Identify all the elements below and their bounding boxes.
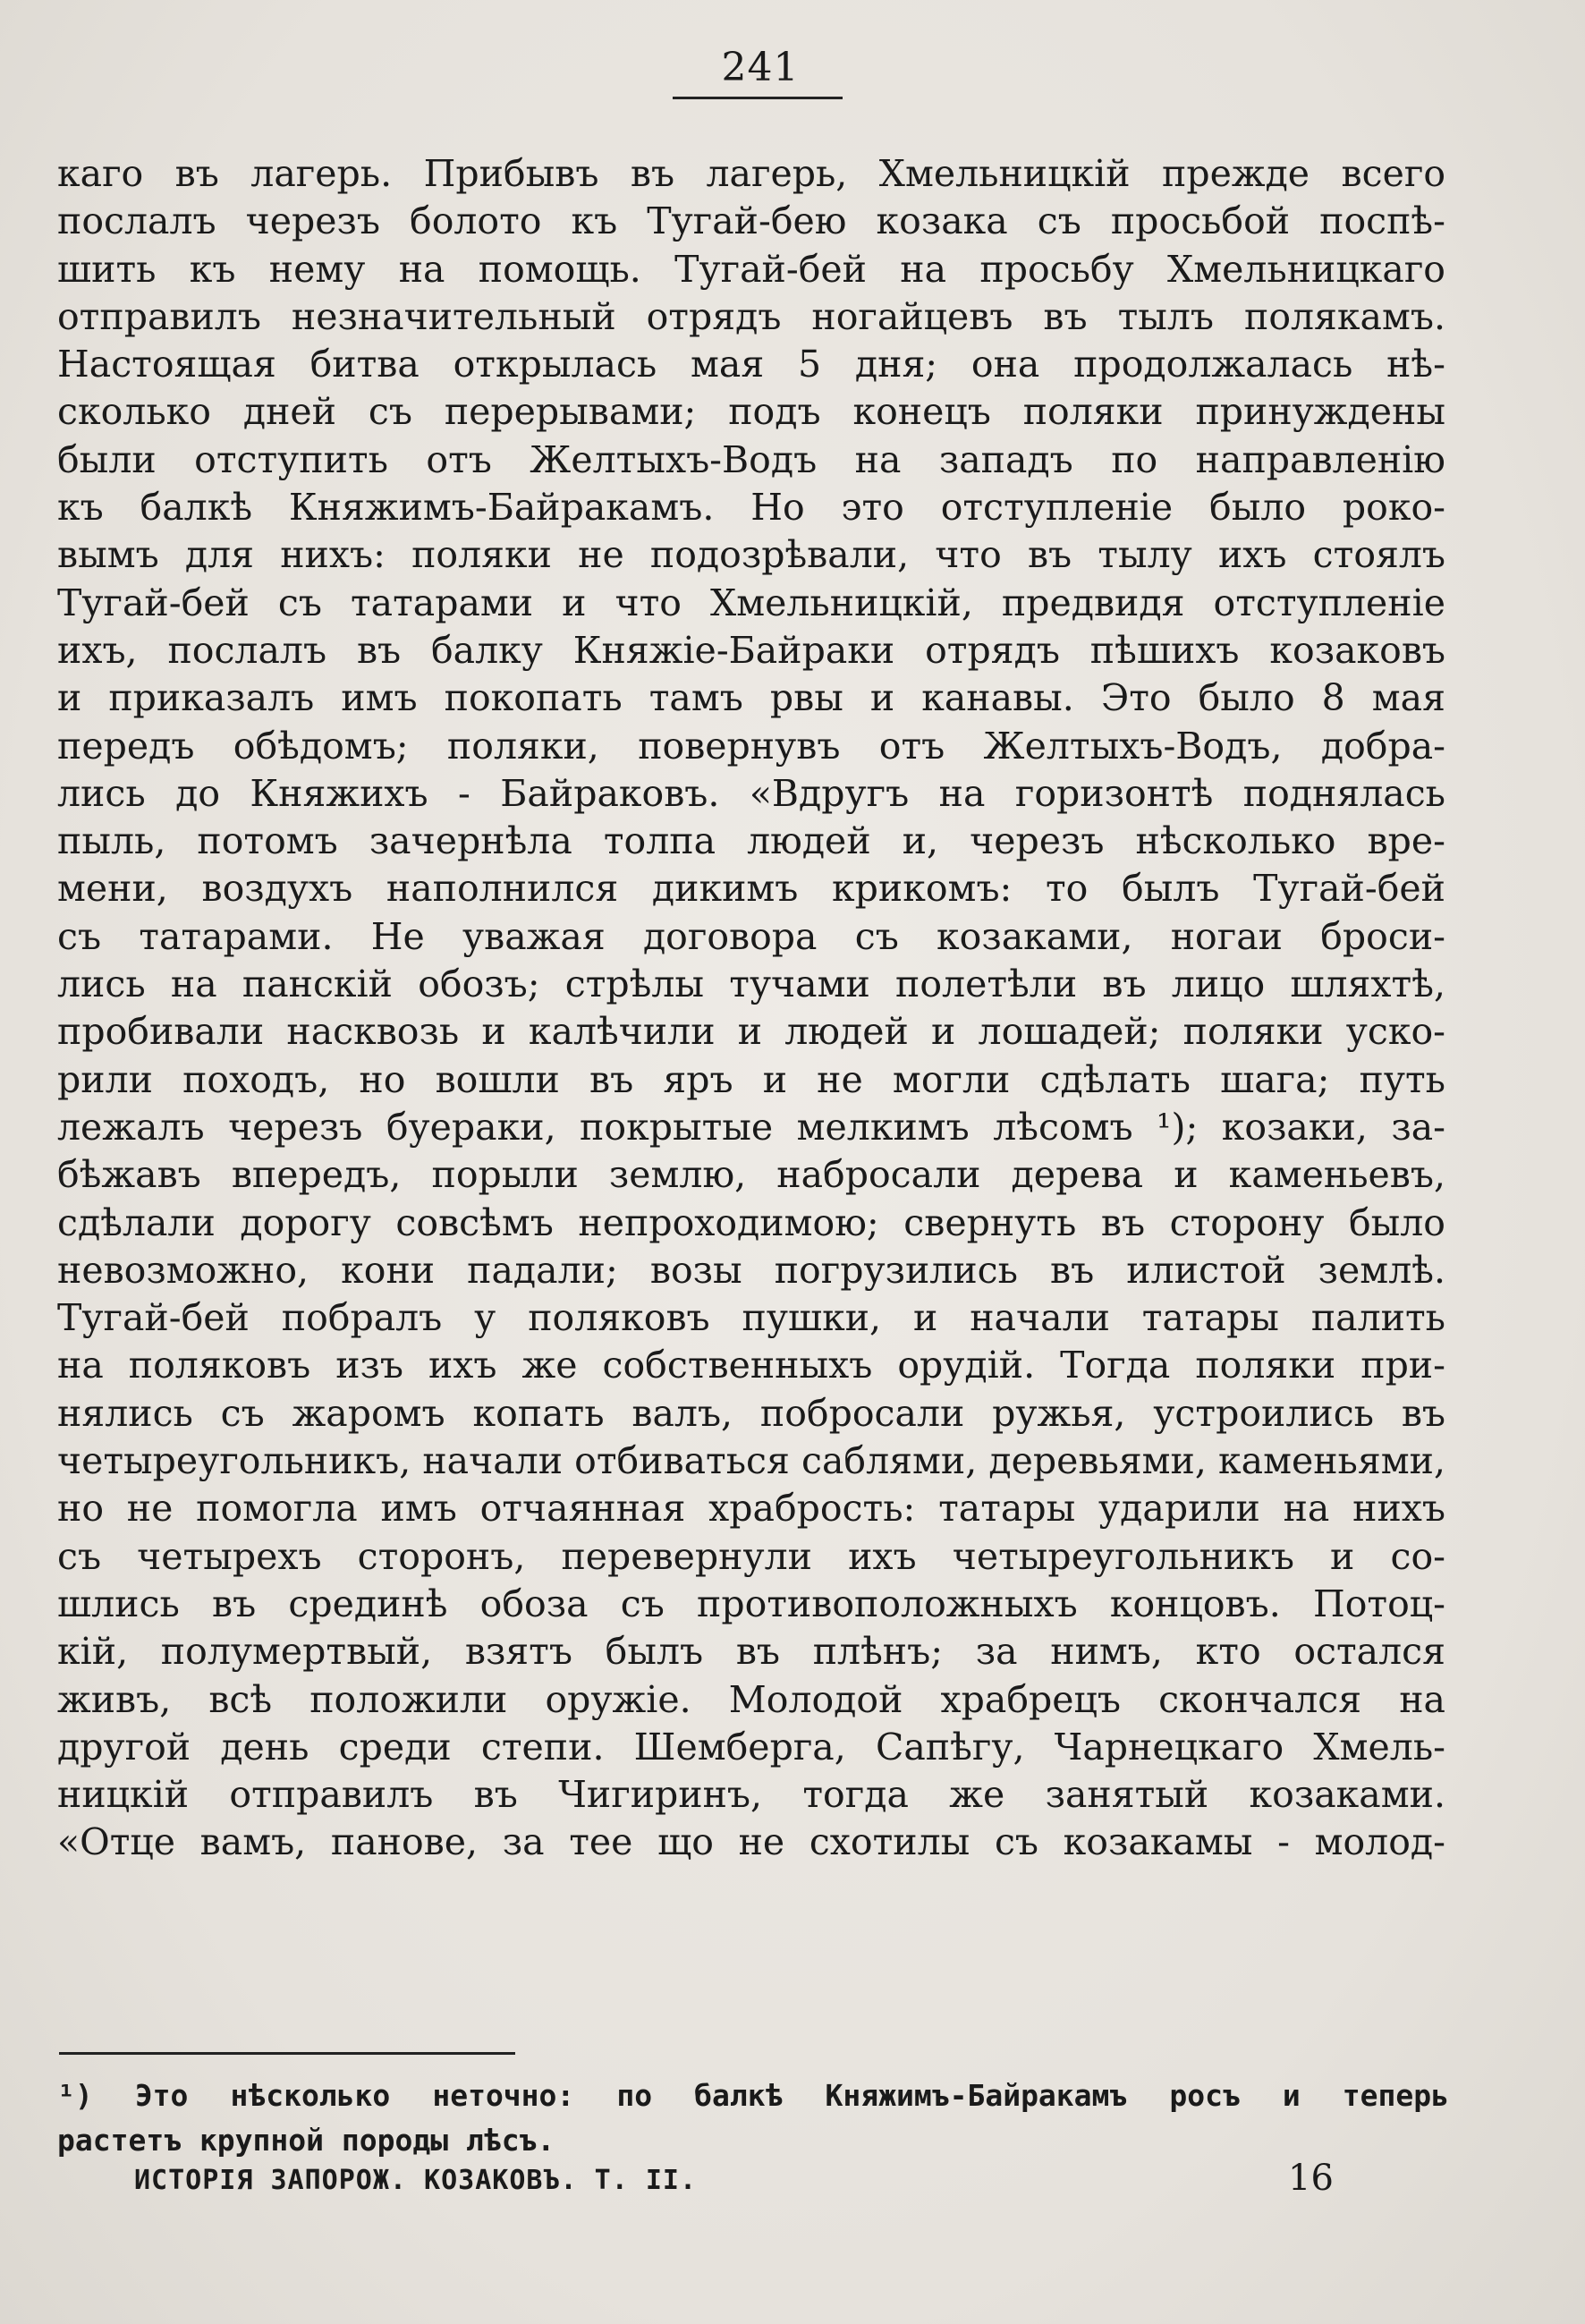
text-line: и приказалъ имъ покопать тамъ рвы и канавы. Это было 8 мая	[57, 676, 1445, 720]
text-line: «Отце вамъ, панове, за тее що не схотилы съ козакамы - молод-	[57, 1820, 1445, 1864]
text-line: лись на панскій обозъ; стрѣлы тучами полетѣли въ лицо шляхтѣ,	[57, 963, 1445, 1006]
text-line: четыреугольникъ, начали отбиваться саблями, деревьями, каменьями,	[57, 1439, 1445, 1483]
text-line: пробивали насквозь и калѣчили и людей и лошадей; поляки уско-	[57, 1010, 1445, 1054]
text-line: лежалъ черезъ буераки, покрытые мелкимъ лѣсомъ ¹); козаки, за-	[57, 1105, 1445, 1149]
text-line: лись до Княжихъ - Байраковъ. «Вдругъ на горизонтѣ поднялась	[57, 771, 1445, 815]
footnote	[57, 2074, 1449, 2163]
text-line: шлись въ срединѣ обоза съ противоположныхъ концовъ. Потоц-	[57, 1582, 1445, 1625]
footnote-text: Это нѣсколько неточно: по балкѣ Княжимъ-Байракамъ росъ и теперь	[134, 2078, 1449, 2113]
header-rule	[673, 97, 843, 99]
signature-line: ИСТОРІЯ ЗАПОРОЖ. КОЗАКОВЪ. Т. II.	[134, 2165, 698, 2196]
text-line: но не помогла имъ отчаянная храбрость: татары ударили на нихъ	[57, 1487, 1445, 1531]
text-line: Тугай-бей съ татарами и что Хмельницкій, предвидя отступленіе	[57, 581, 1445, 624]
body-text	[57, 150, 1445, 1867]
text-line: съ татарами. Не уважая договора съ козаками, ногаи броси-	[57, 914, 1445, 958]
text-line: ницкій отправилъ въ Чигиринъ, тогда же занятый козаками.	[57, 1773, 1445, 1817]
text-line: ихъ, послалъ въ балку Княжіе-Байраки отрядъ пѣшихъ козаковъ	[57, 628, 1445, 672]
text-line: сколько дней съ перерывами; подъ конецъ поляки принуждены	[57, 390, 1445, 434]
text-line: съ четырехъ сторонъ, перевернули ихъ четыреугольникъ и со-	[57, 1534, 1445, 1578]
page-number: 241	[721, 45, 800, 90]
text-line: Тугай-бей побралъ у поляковъ пушки, и начали татары палить	[57, 1296, 1445, 1340]
sheet-number: 16	[1288, 2158, 1334, 2199]
text-line: каго въ лагерь. Прибывъ въ лагерь, Хмельницкій прежде всего	[57, 152, 1445, 195]
text-line: кій, полумертвый, взятъ былъ въ плѣнъ; за нимъ, кто остался	[57, 1630, 1445, 1674]
text-line: послалъ черезъ болото къ Тугай-бею козака съ просьбой поспѣ-	[57, 199, 1445, 243]
text-line: другой день среди степи. Шемберга, Сапѣгу, Чарнецкаго Хмель-	[57, 1725, 1445, 1768]
footnote-line	[57, 2074, 1449, 2118]
text-line: вымъ для нихъ: поляки не подозрѣвали, что въ тылу ихъ стоялъ	[57, 533, 1445, 577]
text-line: Настоящая битва открылась мая 5 дня; она продолжалась нѣ-	[57, 343, 1445, 386]
text-line: живъ, всѣ положили оружіе. Молодой храбрецъ скончался на	[57, 1677, 1445, 1721]
text-line: мени, воздухъ наполнился дикимъ крикомъ: то былъ Тугай-бей	[57, 867, 1445, 911]
text-line: невозможно, кони падали; возы погрузились въ илистой землѣ.	[57, 1248, 1445, 1292]
text-line: отправилъ незначительный отрядъ ногайцевъ въ тылъ полякамъ.	[57, 294, 1445, 338]
text-line: нялись съ жаромъ копать валъ, побросали ружья, устроились въ	[57, 1391, 1445, 1435]
text-line: къ балкѣ Княжимъ-Байракамъ. Но это отступленіе было роко-	[57, 486, 1445, 530]
text-line: пыль, потомъ зачернѣла толпа людей и, черезъ нѣсколько вре-	[57, 819, 1445, 863]
text-line: рили походъ, но вошли въ яръ и не могли сдѣлать шага; путь	[57, 1057, 1445, 1101]
text-line: сдѣлали дорогу совсѣмъ непроходимою; свернуть въ сторону было	[57, 1200, 1445, 1244]
text-line: передъ обѣдомъ; поляки, повернувъ отъ Желтыхъ-Водъ, добра-	[57, 724, 1445, 768]
text-line: шить къ нему на помощь. Тугай-бей на просьбу Хмельницкаго	[57, 247, 1445, 291]
text-line: бѣжавъ впередъ, порыли землю, набросали дерева и каменьевъ,	[57, 1153, 1445, 1197]
footnote-rule	[59, 2052, 515, 2055]
footnote-line: растетъ крупной породы лѣсъ.	[57, 2123, 555, 2158]
text-line: были отступить отъ Желтыхъ-Водъ на западъ по направленію	[57, 437, 1445, 481]
footnote-marker: ¹)	[57, 2078, 93, 2113]
text-line: на поляковъ изъ ихъ же собственныхъ орудій. Тогда поляки при-	[57, 1344, 1445, 1387]
